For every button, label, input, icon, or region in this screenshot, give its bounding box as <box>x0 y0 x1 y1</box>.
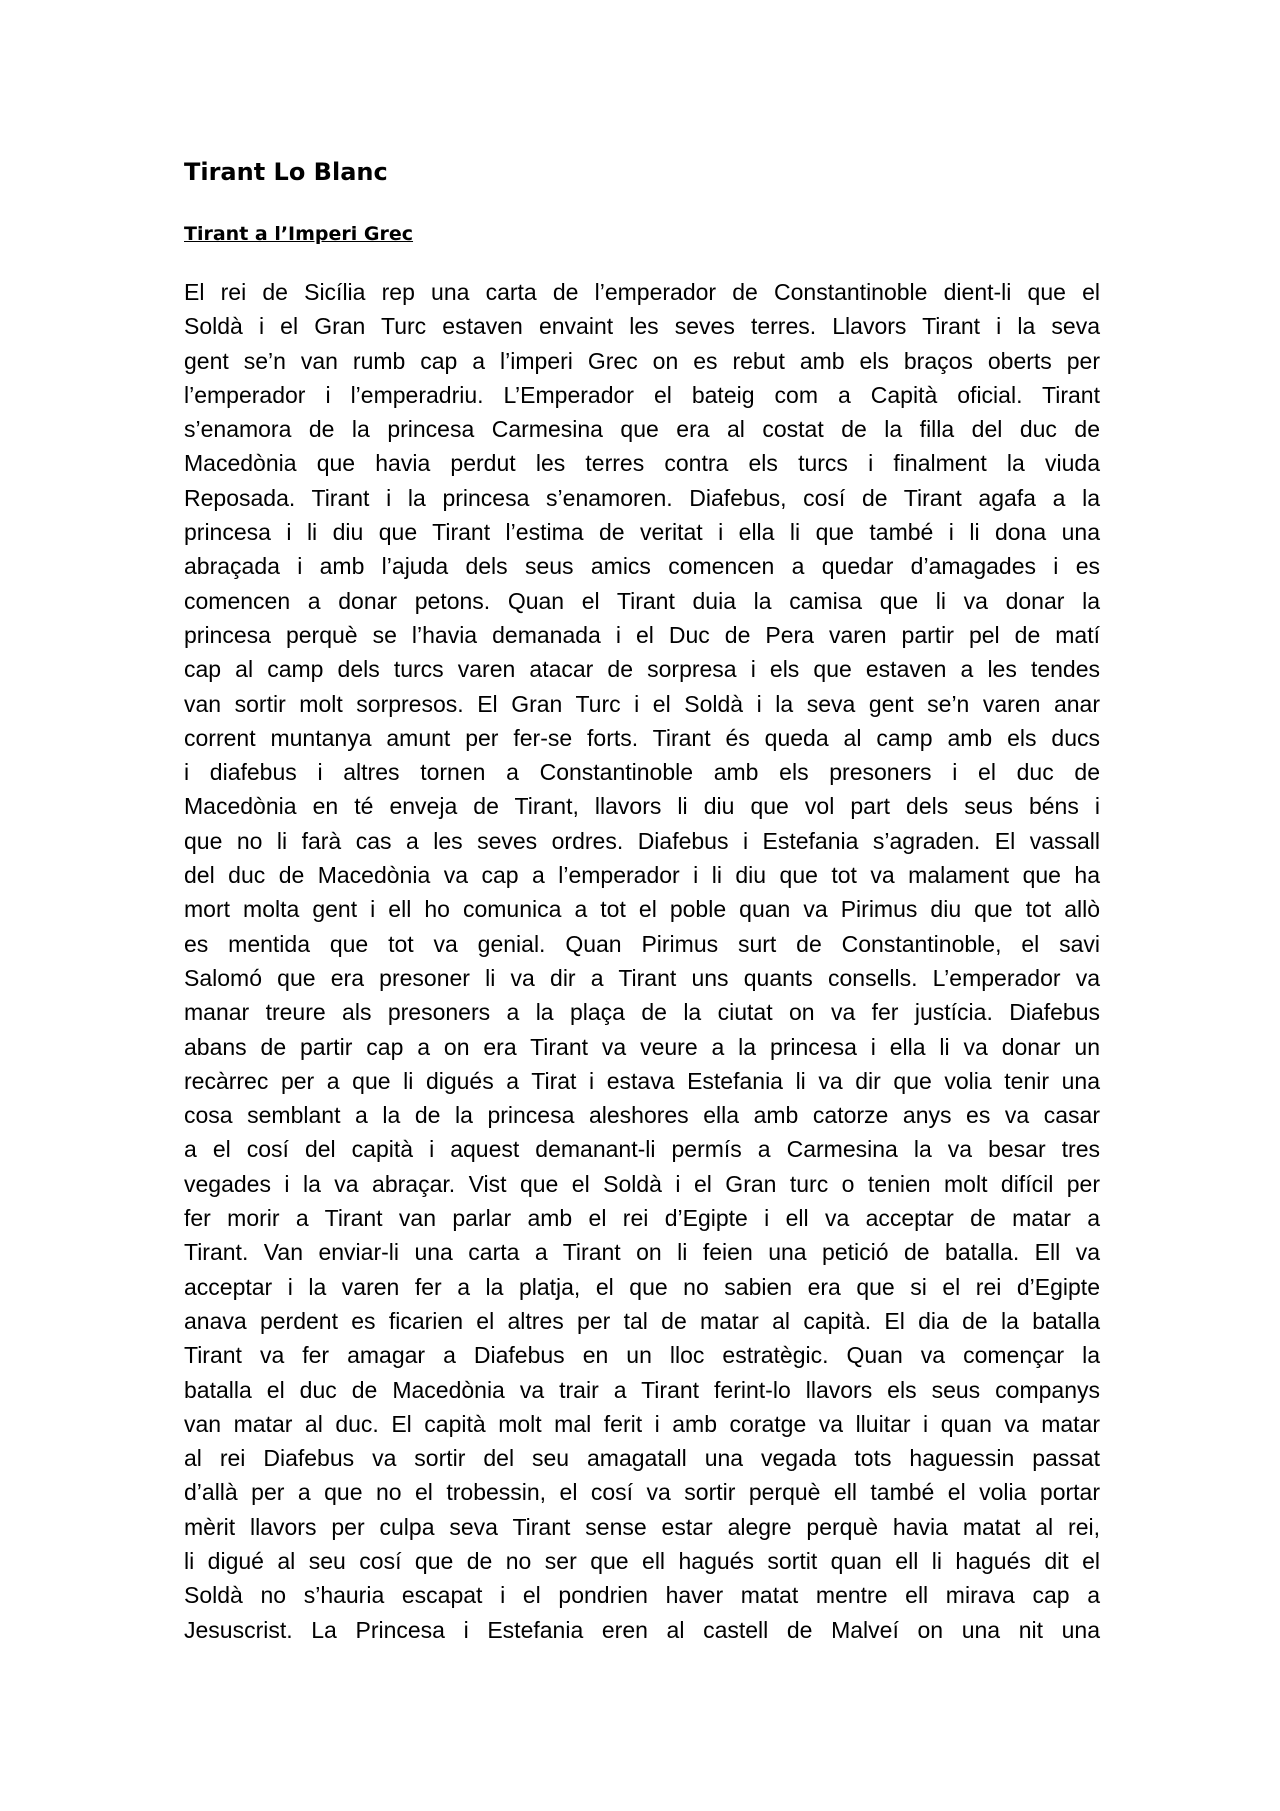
paragraph-line: princesa perquè se l’havia demanada i el Duc de Pera varen partir pel de matí <box>184 621 1100 648</box>
section-heading: Tirant a l’Imperi Grec <box>184 223 414 245</box>
paragraph-line: li digué al seu cosí que de no ser que ell hagués sortit quan ell li hagués dit el <box>184 1547 1100 1574</box>
paragraph-line: Salomó que era presoner li va dir a Tirant uns quants consells. L’emperador va <box>184 964 1100 991</box>
paragraph-line: al rei Diafebus va sortir del seu amagatall una vegada tots haguessin passat <box>184 1445 1100 1472</box>
paragraph-line: corrent muntanya amunt per fer-se forts. Tirant és queda al camp amb els ducs <box>184 724 1100 751</box>
paragraph-line: Reposada. Tirant i la princesa s’enamoren. Diafebus, cosí de Tirant agafa a la <box>184 484 1100 511</box>
paragraph-line: que no li farà cas a les seves ordres. Diafebus i Estefania s’agraden. El vassall <box>184 827 1100 854</box>
paragraph-line: Tirant. Van enviar-li una carta a Tirant on li feien una petició de batalla. Ell va <box>184 1239 1100 1266</box>
paragraph-line: Tirant va fer amagar a Diafebus en un lloc estratègic. Quan va començar la <box>184 1342 1100 1369</box>
paragraph-line: batalla el duc de Macedònia va trair a Tirant ferint-lo llavors els seus companys <box>184 1376 1100 1403</box>
paragraph-line: gent se’n van rumb cap a l’imperi Grec on es rebut amb els braços oberts per <box>184 347 1100 374</box>
paragraph-line: van sortir molt sorpresos. El Gran Turc i el Soldà i la seva gent se’n varen anar <box>184 690 1100 717</box>
paragraph-line: van matar al duc. El capità molt mal ferit i amb coratge va lluitar i quan va matar <box>184 1410 1100 1437</box>
paragraph-line: l’emperador i l’emperadriu. L’Emperador el bateig com a Capità oficial. Tirant <box>184 381 1100 408</box>
paragraph-line: El rei de Sicília rep una carta de l’emperador de Constantinoble dient-li que el <box>184 279 1100 305</box>
paragraph-line: Macedònia en té enveja de Tirant, llavors li diu que vol part dels seus béns i <box>184 793 1100 820</box>
paragraph-line: recàrrec per a que li digués a Tirat i estava Estefania li va dir que volia tenir una <box>184 1067 1100 1094</box>
body-paragraph <box>184 275 1100 1647</box>
paragraph-line: mort molta gent i ell ho comunica a tot el poble quan va Pirimus diu que tot allò <box>184 896 1100 923</box>
document-title: Tirant Lo Blanc <box>184 158 388 186</box>
paragraph-line: comencen a donar petons. Quan el Tirant duia la camisa que li va donar la <box>184 587 1100 614</box>
paragraph-line: vegades i la va abraçar. Vist que el Soldà i el Gran turc o tenien molt difícil per <box>184 1170 1100 1197</box>
paragraph-line: fer morir a Tirant van parlar amb el rei d’Egipte i ell va acceptar de matar a <box>184 1205 1100 1232</box>
paragraph-line: del duc de Macedònia va cap a l’emperador i li diu que tot va malament que ha <box>184 862 1100 889</box>
paragraph-line: manar treure als presoners a la plaça de la ciutat on va fer justícia. Diafebus <box>184 999 1100 1026</box>
paragraph-line: princesa i li diu que Tirant l’estima de veritat i ella li que també i li dona una <box>184 519 1100 546</box>
paragraph-line: acceptar i la varen fer a la platja, el que no sabien era que si el rei d’Egipte <box>184 1273 1100 1300</box>
paragraph-line: es mentida que tot va genial. Quan Pirimus surt de Constantinoble, el savi <box>184 930 1100 957</box>
paragraph-line: s’enamora de la princesa Carmesina que era al costat de la filla del duc de <box>184 416 1100 443</box>
paragraph-line: cap al camp dels turcs varen atacar de sorpresa i els que estaven a les tendes <box>184 656 1100 683</box>
paragraph-line: abraçada i amb l’ajuda dels seus amics comencen a quedar d’amagades i es <box>184 553 1100 580</box>
paragraph-line: i diafebus i altres tornen a Constantinoble amb els presoners i el duc de <box>184 759 1100 786</box>
paragraph-line: anava perdent es ficarien el altres per tal de matar al capità. El dia de la batalla <box>184 1307 1100 1334</box>
paragraph-line: Soldà no s’hauria escapat i el pondrien haver matat mentre ell mirava cap a <box>184 1582 1100 1609</box>
paragraph-line: Macedònia que havia perdut les terres contra els turcs i finalment la viuda <box>184 450 1100 477</box>
paragraph-line: abans de partir cap a on era Tirant va veure a la princesa i ella li va donar un <box>184 1033 1100 1060</box>
paragraph-line: a el cosí del capità i aquest demanant-li permís a Carmesina la va besar tres <box>184 1136 1100 1163</box>
paragraph-line: cosa semblant a la de la princesa aleshores ella amb catorze anys es va casar <box>184 1102 1100 1129</box>
paragraph-line: d’allà per a que no el trobessin, el cosí va sortir perquè ell també el volia portar <box>184 1479 1100 1506</box>
paragraph-line: Jesuscrist. La Princesa i Estefania eren al castell de Malveí on una nit una <box>184 1616 1100 1643</box>
paragraph-line: mèrit llavors per culpa seva Tirant sense estar alegre perquè havia matat al rei, <box>184 1513 1100 1540</box>
paragraph-line: Soldà i el Gran Turc estaven envaint les seves terres. Llavors Tirant i la seva <box>184 313 1100 340</box>
